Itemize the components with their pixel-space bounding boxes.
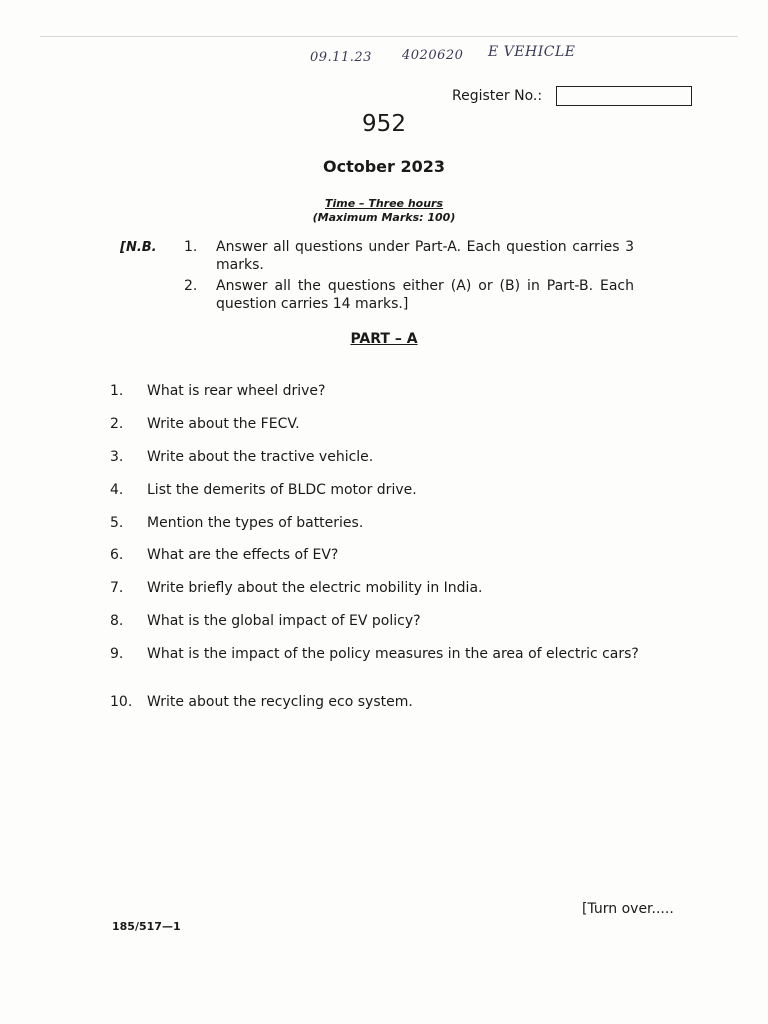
instruction-text: Answer all the questions either (A) or (B) in Part-B. Each question carries 14 marks.] [216, 278, 634, 312]
question-text: List the demerits of BLDC motor drive. [147, 482, 417, 498]
question-text: Write about the recycling eco system. [147, 694, 413, 710]
question-text: What is the impact of the policy measures in the area of electric cars? [147, 646, 639, 662]
question-item [110, 613, 646, 630]
question-number: 9. [110, 646, 124, 662]
register-number-box [556, 86, 692, 106]
handwritten-date: 09.11.23 [310, 50, 372, 65]
handwritten-code: 4020620 [402, 48, 464, 63]
question-item [110, 482, 646, 499]
question-item [110, 416, 646, 433]
question-text: Write about the tractive vehicle. [147, 449, 374, 465]
footer-paper-code: 185/517—1 [112, 920, 181, 933]
instruction-item [184, 277, 634, 313]
part-a-heading: PART – A [350, 331, 418, 347]
question-number: 7. [110, 580, 124, 596]
instruction-item [184, 238, 634, 274]
question-item [110, 449, 646, 466]
question-item [110, 547, 646, 564]
question-text: Write briefly about the electric mobility in India. [147, 580, 483, 596]
question-text: Mention the types of batteries. [147, 515, 364, 531]
exam-month: October 2023 [322, 157, 446, 176]
turn-over-note: [Turn over..... [582, 901, 674, 917]
exam-duration: Time – Three hours [324, 197, 444, 210]
instruction-number: 1. [184, 239, 198, 255]
question-number: 8. [110, 613, 124, 629]
question-number: 4. [110, 482, 124, 498]
handwritten-subject: E VEHICLE [488, 44, 576, 60]
question-number: 10. [110, 694, 133, 710]
question-item [110, 646, 646, 663]
instruction-number: 2. [184, 278, 198, 294]
maximum-marks: (Maximum Marks: 100) [312, 211, 456, 224]
register-number-label: Register No.: [452, 88, 543, 104]
scan-edge-line [40, 36, 738, 37]
question-number: 6. [110, 547, 124, 563]
question-text: What is the global impact of EV policy? [147, 613, 421, 629]
instruction-text: Answer all questions under Part-A. Each question carries 3 marks. [216, 239, 634, 273]
question-item [110, 580, 646, 597]
question-text: Write about the FECV. [147, 416, 300, 432]
question-number: 3. [110, 449, 124, 465]
question-item [110, 383, 646, 400]
question-text: What is rear wheel drive? [147, 383, 326, 399]
question-number: 5. [110, 515, 124, 531]
question-number: 2. [110, 416, 124, 432]
paper-code: 952 [362, 111, 406, 137]
instructions-prefix: [N.B. [120, 240, 157, 255]
question-item [110, 515, 646, 532]
question-item [110, 694, 646, 711]
question-text: What are the effects of EV? [147, 547, 339, 563]
question-number: 1. [110, 383, 124, 399]
